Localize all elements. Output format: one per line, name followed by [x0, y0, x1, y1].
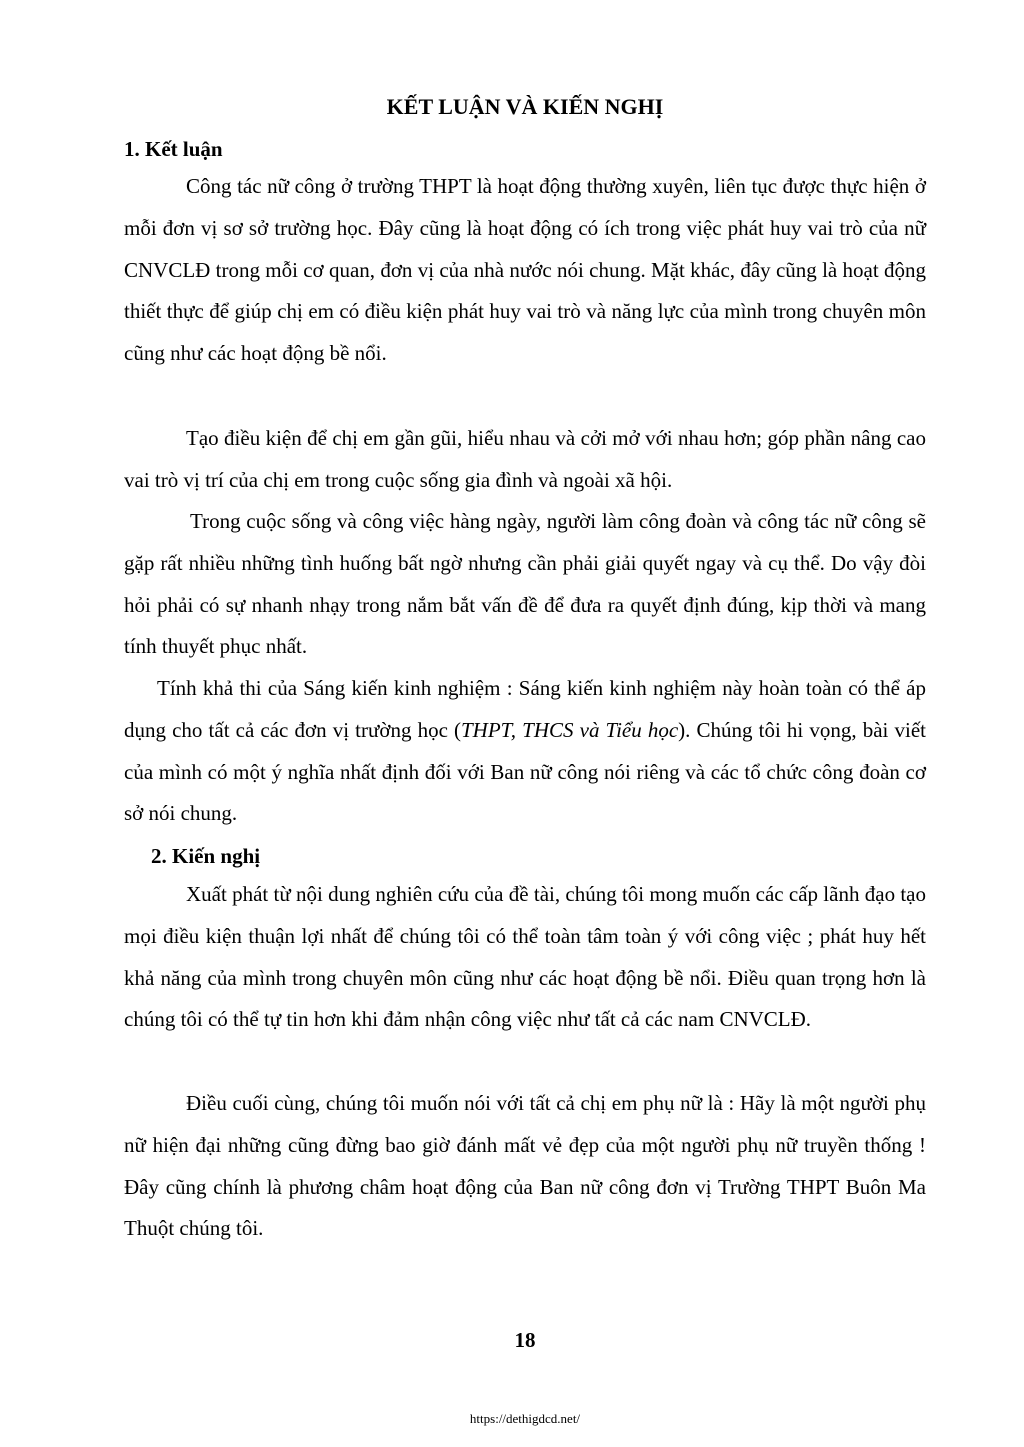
- feasibility-text-start: Tính khả thi của Sáng kiến kinh nghiệm : Sáng kiến kinh nghiệm này hoàn toàn có thể áp dụng cho tất cả các đơn vị trường học (: [124, 676, 926, 742]
- footer-url: https://dethigdcd.net/: [469, 1411, 581, 1426]
- paragraph-conclusion-3: Trong cuộc sống và công việc hàng ngày, người làm công đoàn và công tác nữ công sẽ gặp rất nhiều những tình huống bất ngờ nhưng cần phải giải quyết ngay và cụ thể. Do vậy đòi hỏi phải có sự nhanh nhạy trong nắm bắt vấn đề để đưa ra quyết định đúng, kịp thời và mang tính thuyết phục nhất.: [124, 509, 926, 659]
- page-title: KẾT LUẬN VÀ KIẾN NGHỊ: [386, 94, 664, 119]
- paragraph-recommendation-2: Điều cuối cùng, chúng tôi muốn nói với tất cả chị em phụ nữ là : Hãy là một người phụ nữ hiện đại những cũng đừng bao giờ đánh mất vẻ đẹp của một người phụ nữ truyền thống ! Đây cũng chính là phương châm hoạt động của Ban nữ công đơn vị Trường THPT Buôn Ma Thuột chúng tôi.: [124, 1091, 926, 1241]
- paragraph-conclusion-2: Tạo điều kiện để chị em gần gũi, hiểu nhau và cởi mở với nhau hơn; góp phần nâng cao vai trò vị trí của chị em trong cuộc sống gia đình và ngoài xã hội.: [124, 426, 926, 492]
- paragraph-feasibility: [124, 668, 926, 835]
- page-number: 18: [514, 1328, 536, 1352]
- feasibility-school-levels: THPT, THCS và Tiểu học: [461, 717, 679, 742]
- section-heading-recommendation: 2. Kiến nghị: [151, 844, 261, 868]
- section-heading-conclusion: 1. Kết luận: [124, 137, 223, 161]
- paragraph-recommendation-1: Xuất phát từ nội dung nghiên cứu của đề tài, chúng tôi mong muốn các cấp lãnh đạo tạo mọi điều kiện thuận lợi nhất để chúng tôi có thể toàn tâm toàn ý với công việc ; phát huy hết khả năng của mình trong chuyên môn cũng như các hoạt động bề nổi. Điều quan trọng hơn là chúng tôi có thể tự tin hơn khi đảm nhận công việc như tất cả các nam CNVCLĐ.: [124, 882, 926, 1032]
- paragraph-conclusion-1: Công tác nữ công ở trường THPT là hoạt động thường xuyên, liên tục được thực hiện ở mỗi đơn vị sơ sở trường học. Đây cũng là hoạt động có ích trong việc phát huy vai trò của nữ CNVCLĐ trong mỗi cơ quan, đơn vị của nhà nước nói chung. Mặt khác, đây cũng là hoạt động thiết thực để giúp chị em có điều kiện phát huy vai trò và năng lực của mình trong chuyên môn cũng như các hoạt động bề nổi.: [124, 174, 926, 366]
- feasibility-text-end: ). Chúng tôi hi vọng, bài viết của mình có một ý nghĩa nhất định đối với Ban nữ công nói riêng và các tổ chức công đoàn cơ sở nói chung.: [124, 717, 926, 826]
